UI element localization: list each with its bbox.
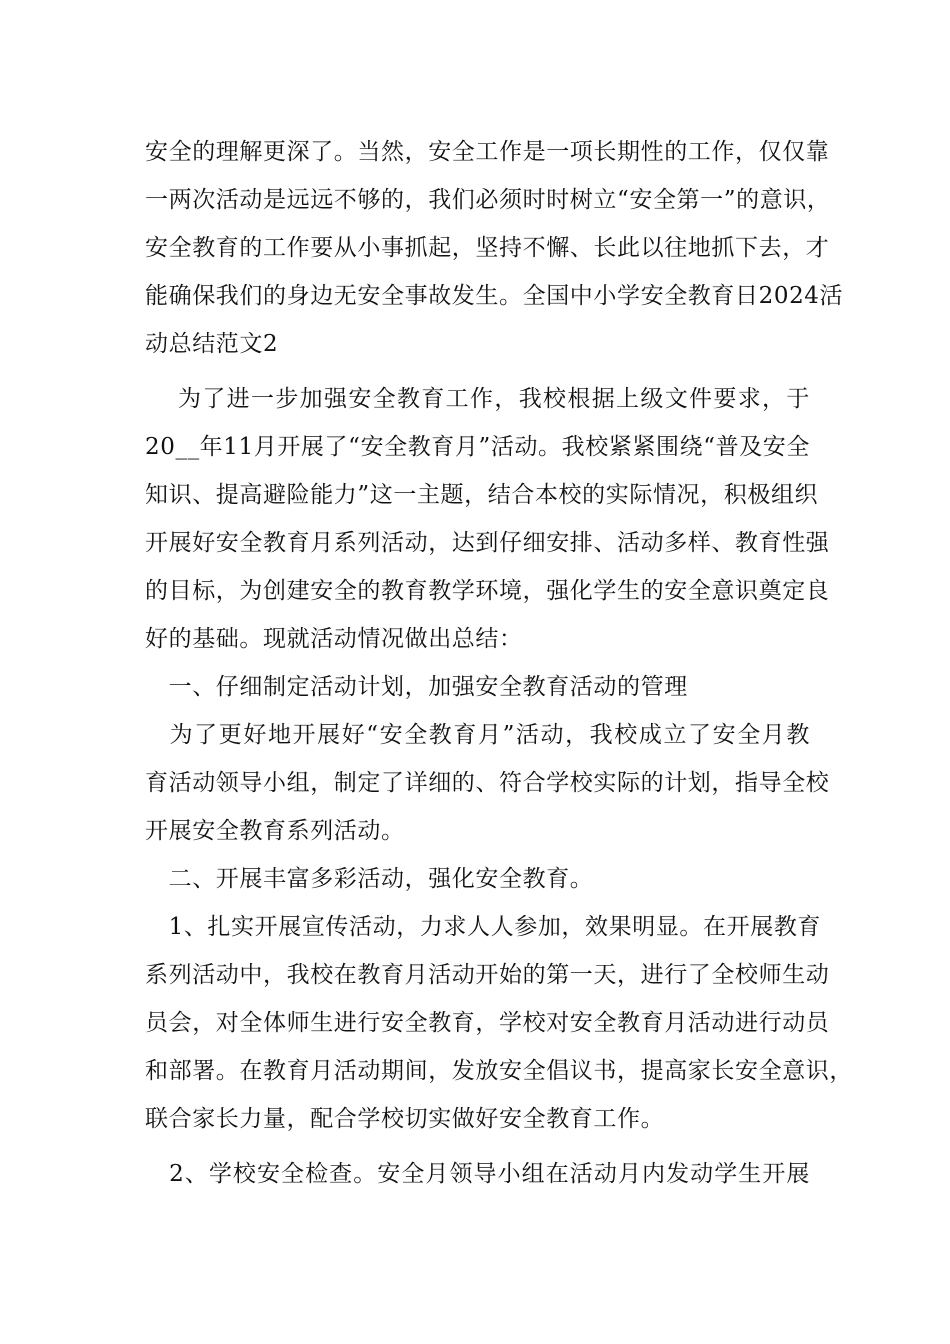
text-line: 开展安全教育系列活动。 xyxy=(145,818,405,844)
text-line: 系列活动中，我校在教育月活动开始的第一天，进行了全校师生动 xyxy=(145,962,830,988)
text-line: 动总结范文2 xyxy=(145,331,279,357)
text-line: 安全的理解更深了。当然，安全工作是一项长期性的工作，仅仅靠 xyxy=(145,139,830,165)
text-line: 开展好安全教育月系列活动，达到仔细安排、活动多样、教育性强 xyxy=(145,530,830,556)
text-line: 好的基础。现就活动情况做出总结： xyxy=(145,626,523,652)
text-line: 20__年11月开展了“安全教育月”活动。我校紧紧围绕“普及安全 xyxy=(145,434,811,460)
text-line: 一两次活动是远远不够的，我们必须时时树立“安全第一”的意识， xyxy=(145,187,831,213)
text-line: 和部署。在教育月活动期间，发放安全倡议书，提高家长安全意识， xyxy=(145,1058,853,1084)
section-heading: 一、仔细制定活动计划，加强安全教育活动的管理 xyxy=(145,674,688,700)
text-line: 安全教育的工作要从小事抓起，坚持不懈、长此以往地抓下去，才 xyxy=(145,235,830,261)
paragraph-first-line: 为了更好地开展好“安全教育月”活动，我校成立了安全月教 xyxy=(145,722,810,748)
text-line: 的目标，为创建安全的教育教学环境，强化学生的安全意识奠定良 xyxy=(145,578,830,604)
section-heading: 二、开展丰富多彩活动，强化安全教育。 xyxy=(145,866,594,892)
text-line: 能确保我们的身边无安全事故发生。全国中小学安全教育日2024活 xyxy=(145,283,844,309)
text-line: 员会，对全体师生进行安全教育，学校对安全教育月活动进行动员 xyxy=(145,1010,830,1036)
text-line: 知识、提高避险能力”这一主题，结合本校的实际情况，积极组织 xyxy=(145,482,819,508)
paragraph-first-line: 2、学校安全检查。安全月领导小组在活动月内发动学生开展 xyxy=(145,1161,810,1187)
text-line: 联合家长力量，配合学校切实做好安全教育工作。 xyxy=(145,1106,665,1132)
paragraph-first-line: 为了进一步加强安全教育工作，我校根据上级文件要求，于 xyxy=(145,386,810,412)
text-line: 育活动领导小组，制定了详细的、符合学校实际的计划，指导全校 xyxy=(145,770,830,796)
paragraph-first-line: 1、扎实开展宣传活动，力求人人参加，效果明显。在开展教育 xyxy=(145,914,822,940)
